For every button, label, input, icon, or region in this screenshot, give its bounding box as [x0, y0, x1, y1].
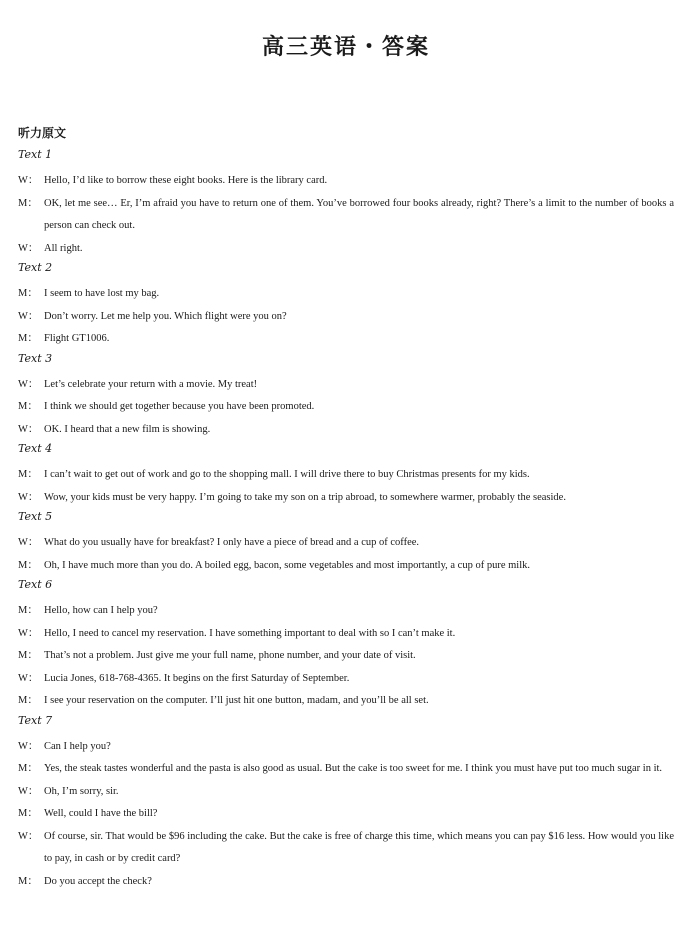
transcript-texts	[18, 147, 674, 893]
speaker-label: W：	[18, 785, 39, 797]
dialogue-line	[18, 781, 674, 804]
speaker-label: M：	[18, 288, 38, 299]
speaker-label: M：	[18, 695, 38, 706]
text-label: Text 4	[18, 442, 53, 455]
dialogue-line	[18, 306, 674, 329]
dialogue-text: All right.	[44, 242, 83, 254]
speaker-label: M：	[18, 333, 38, 344]
dialogue-line	[18, 871, 674, 894]
speaker-label: M：	[18, 401, 38, 412]
dialogue-line	[18, 555, 674, 578]
dialogue-line	[18, 464, 674, 487]
dialogue-text: What do you usually have for breakfast? I only have a piece of bread and a cup of coffee.	[44, 537, 420, 548]
dialogue-text: Wow, your kids must be very happy. I’m going to take my son on a trip abroad, to somewhere warmer, probably the seaside.	[44, 491, 566, 503]
dialogue-line	[18, 193, 674, 238]
dialogue-text: Yes, the steak tastes wonderful and the pasta is also good as usual. But the cake is too sweet for me. I think you must have put too much sugar in it.	[44, 763, 663, 774]
speaker-label: W：	[18, 672, 39, 684]
dialogue-text: I seem to have lost my bag.	[44, 288, 160, 299]
dialogue-text: I think we should get together because you have been promoted.	[44, 401, 315, 412]
speaker-label: W：	[18, 175, 39, 186]
dialogue-line	[18, 238, 674, 261]
dialogue-line	[18, 374, 674, 397]
page-title: 高三英语・答案	[261, 35, 430, 60]
speaker-label: W：	[18, 830, 39, 842]
text-label: Text 5	[18, 510, 53, 523]
dialogue-text: Hello, I’d like to borrow these eight books. Here is the library card.	[44, 175, 328, 186]
dialogue-text: Do you accept the check?	[44, 875, 152, 887]
speaker-label: W：	[18, 423, 39, 435]
speaker-label: W：	[18, 740, 39, 752]
dialogue-line	[18, 826, 674, 871]
dialogue-text: Oh, I’m sorry, sir.	[44, 785, 119, 797]
speaker-label: M：	[18, 559, 38, 571]
dialogue-text: I see your reservation on the computer. I’ll just hit one button, madam, and you’ll be all set.	[44, 695, 429, 706]
dialogue-line	[18, 803, 674, 826]
dialogue-line	[18, 419, 674, 442]
dialogue-text: OK. I heard that a new film is showing.	[44, 423, 211, 435]
dialogue-text: Hello, how can I help you?	[44, 605, 158, 616]
text-label: Text 6	[18, 578, 53, 591]
dialogue-line	[18, 170, 674, 193]
speaker-label: M：	[18, 808, 38, 819]
speaker-label: W：	[18, 378, 39, 390]
dialogue-text: Don’t worry. Let me help you. Which flight were you on?	[44, 310, 287, 322]
dialogue-line	[18, 532, 674, 555]
text-label: Text 1	[18, 148, 53, 161]
dialogue-line	[18, 600, 674, 623]
dialogue-text: I can’t wait to get out of work and go to the shopping mall. I will drive there to buy Christmas presents for my kids.	[44, 469, 530, 480]
speaker-label: M：	[18, 469, 38, 480]
dialogue-text: Can I help you?	[44, 740, 111, 752]
speaker-label: W：	[18, 627, 39, 639]
dialogue-text: OK, let me see… Er, I’m afraid you have to return one of them. You’ve borrowed four books already, right? There’s a limit to the number of books a person can check out.	[44, 197, 674, 231]
dialogue-line	[18, 396, 674, 419]
speaker-label: M：	[18, 763, 38, 774]
dialogue-text: Hello, I need to cancel my reservation. I have something important to deal with so I can’t make it.	[44, 627, 456, 639]
text-label: Text 2	[18, 261, 53, 274]
dialogue-line	[18, 623, 674, 646]
dialogue-text: Oh, I have much more than you do. A boiled egg, bacon, some vegetables and most importantly, a cup of pure milk.	[44, 559, 530, 571]
dialogue-text: Of course, sir. That would be $96 including the cake. But the cake is free of charge this time, which means you can pay $16 less. How would you like to pay, in cash or by credit card?	[44, 830, 674, 864]
dialogue-line	[18, 690, 674, 713]
dialogue-text: Let’s celebrate your return with a movie. My treat!	[44, 378, 258, 390]
dialogue-line	[18, 283, 674, 306]
dialogue-text: That’s not a problem. Just give me your full name, phone number, and your date of visit.	[44, 650, 416, 661]
speaker-label: W：	[18, 491, 39, 503]
speaker-label: M：	[18, 875, 38, 887]
speaker-label: W：	[18, 537, 39, 548]
transcript-content	[18, 125, 674, 893]
dialogue-line	[18, 758, 674, 781]
speaker-label: W：	[18, 242, 39, 254]
speaker-label: W：	[18, 310, 39, 322]
section-title: 听力原文	[18, 126, 67, 140]
dialogue-line	[18, 328, 674, 351]
dialogue-line	[18, 645, 674, 668]
speaker-label: M：	[18, 650, 38, 661]
dialogue-line	[18, 668, 674, 691]
dialogue-text: Well, could I have the bill?	[44, 808, 158, 819]
dialogue-line	[18, 736, 674, 759]
text-label: Text 7	[18, 713, 53, 727]
dialogue-text: Lucia Jones, 618-768-4365. It begins on the first Saturday of September.	[44, 672, 350, 684]
speaker-label: M：	[18, 605, 38, 616]
dialogue-text: Flight GT1006.	[44, 333, 110, 344]
dialogue-line	[18, 487, 674, 510]
text-label: Text 3	[18, 351, 53, 365]
speaker-label: M：	[18, 197, 38, 209]
